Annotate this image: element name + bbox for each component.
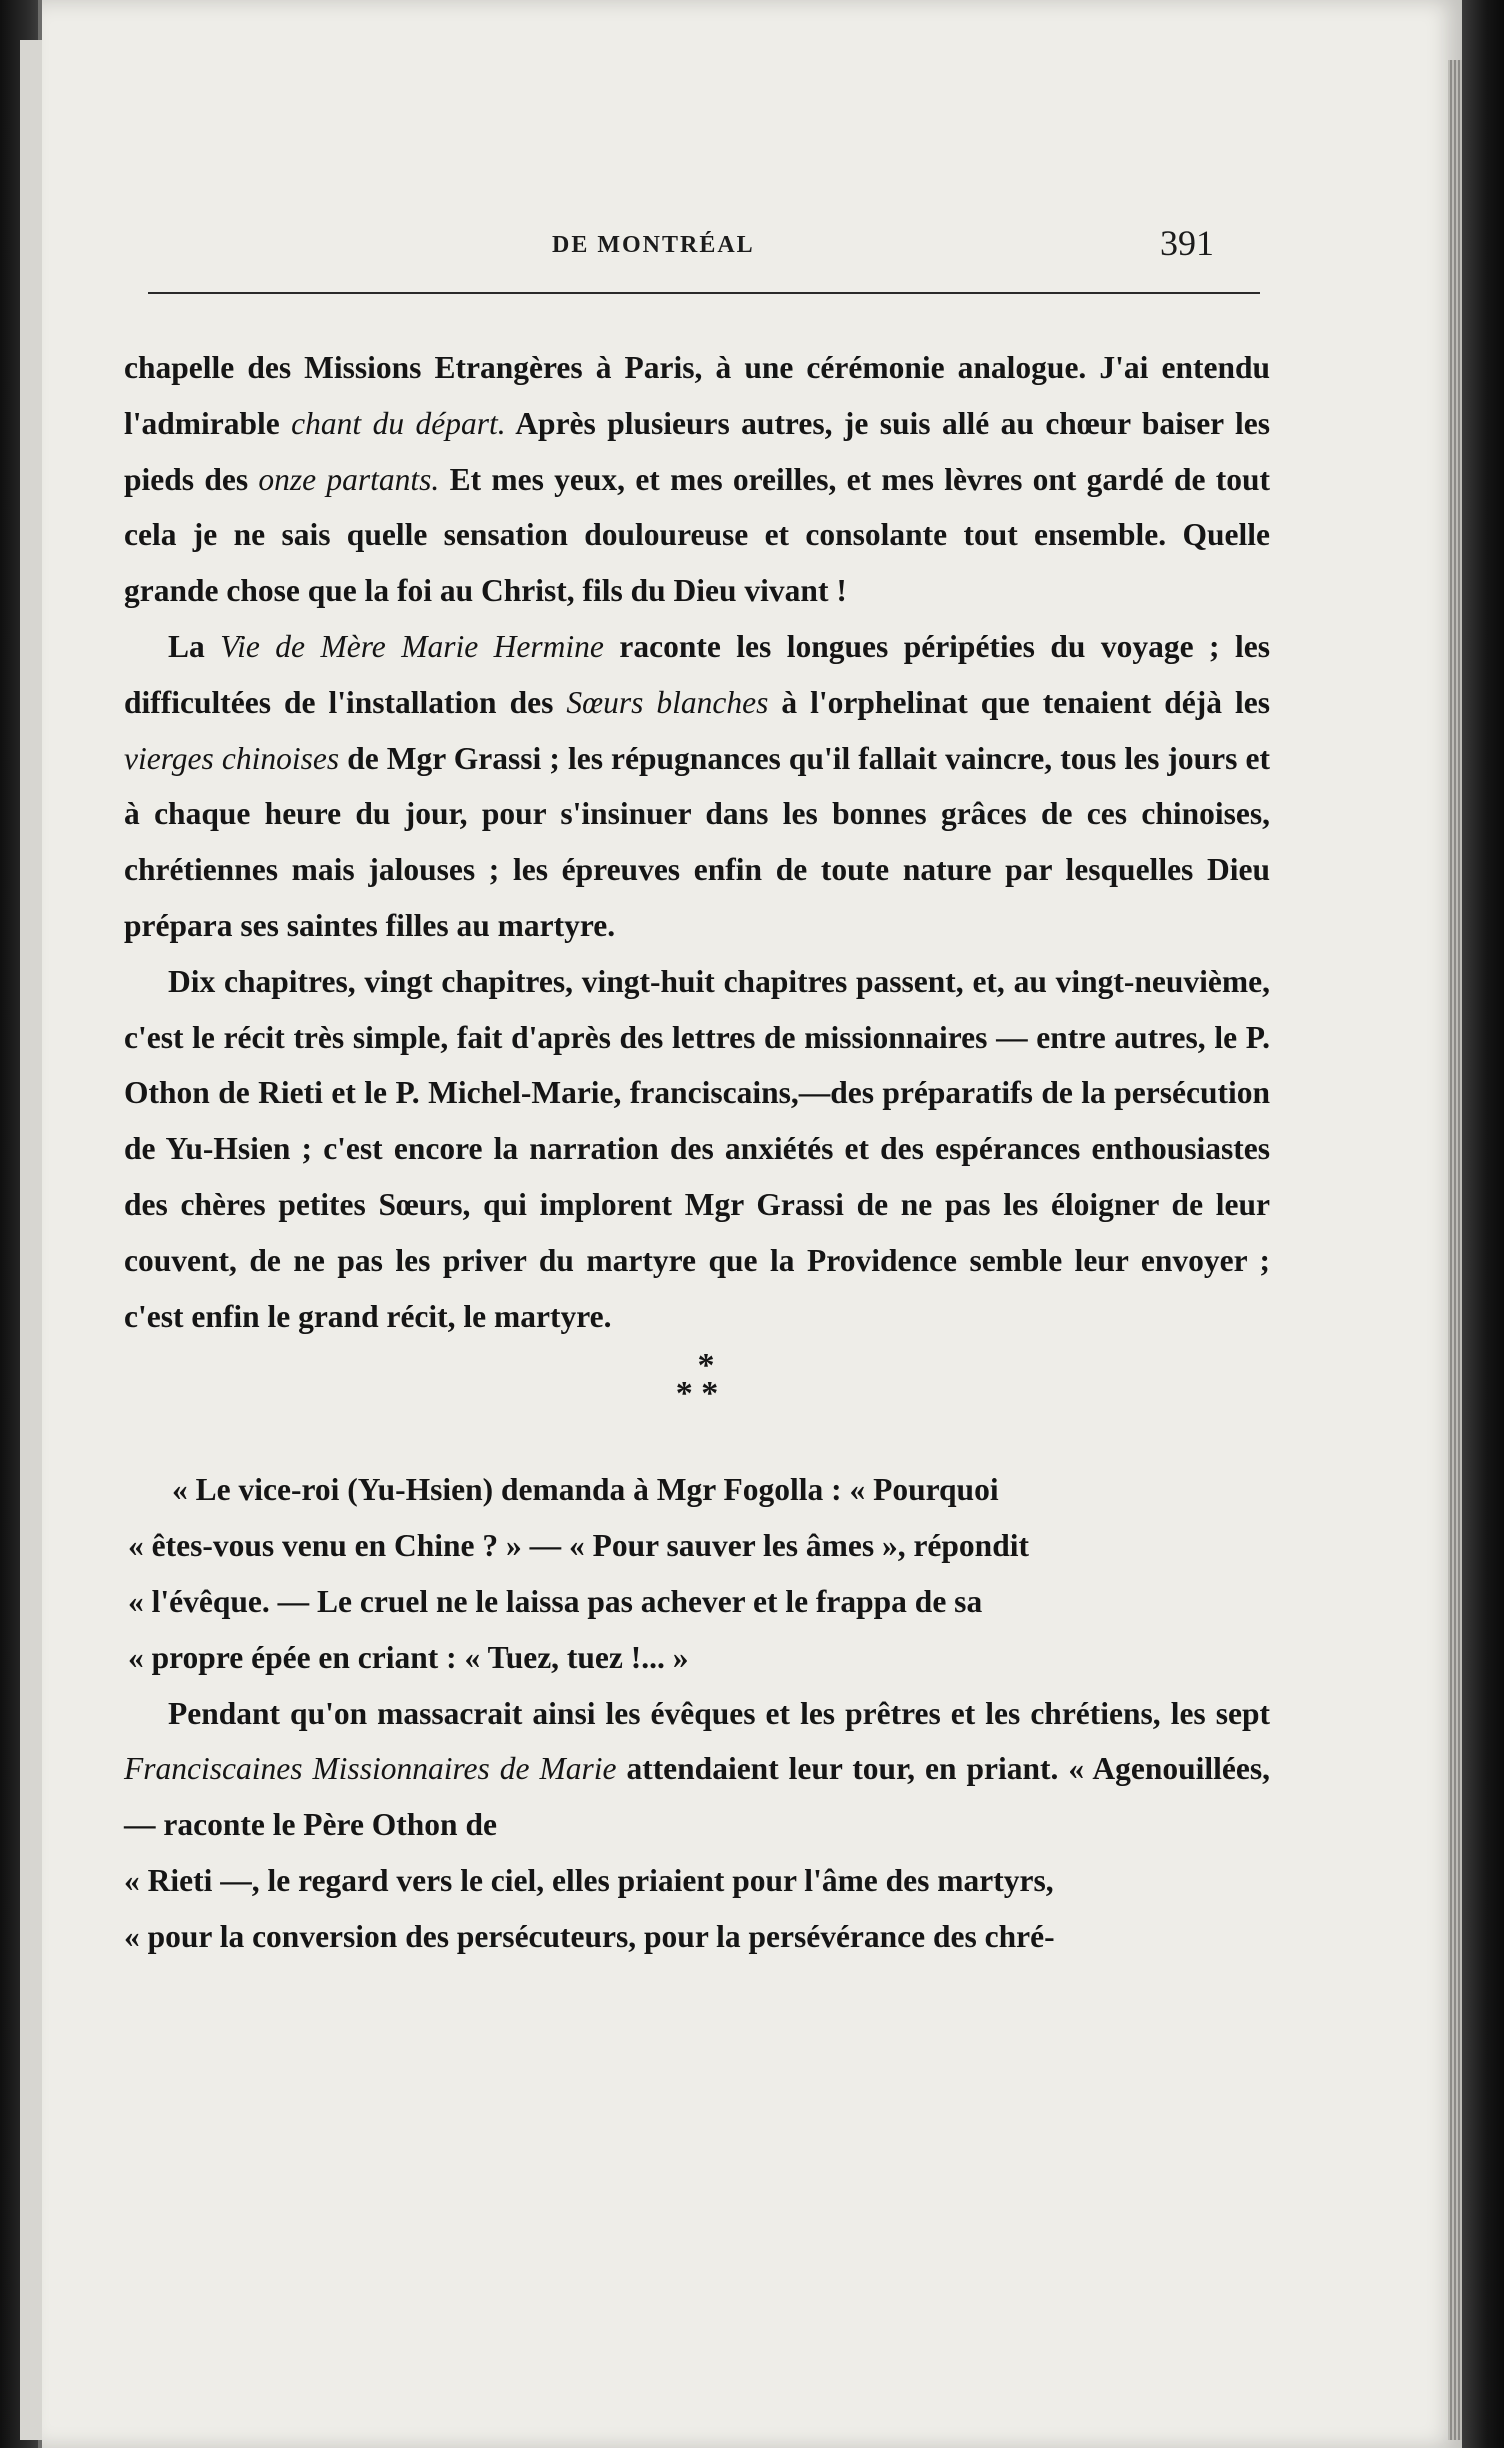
paragraph-3: Dix chapitres, vingt chapitres, vingt-huit chapitres passent, et, au vingt-neuvième, c'est le récit très simple, fait d'après des lettres de missionnaires — entre autres, le P. Othon de Rieti et le P. Michel-Marie, franciscains,—des préparatifs de la persécution de Yu-Hsien ; c'est encore la narration des anxiétés et des espérances enthousiastes des chères petites Sœurs, qui implorent Mgr Grassi de ne pas les éloigner de leur couvent, de ne pas les priver du martyre que la Providence semble leur envoyer ; c'est enfin le grand récit, le martyre. (124, 963, 1270, 1334)
paragraph-2 (124, 619, 1270, 954)
quote-block (124, 1462, 1270, 1685)
paragraph-1-italic-b: onze partants. (258, 461, 440, 497)
quote-line: « propre épée en criant : « Tuez, tuez !... » (128, 1639, 689, 1675)
quote-line: « l'évêque. — Le cruel ne le laissa pas achever et le frappa de sa (128, 1583, 983, 1619)
book-page (42, 0, 1462, 2448)
paragraph-4-quote-line: « pour la conversion des persécuteurs, pour la persévérance des chré- (124, 1918, 1055, 1954)
paragraph-1-text-a: chapelle des Missions Etrangères à Paris, à une cérémonie analogue. J'ai entendu l'admirable (124, 350, 1270, 441)
quote-line: « Le vice-roi (Yu-Hsien) demanda à Mgr Fogolla : « Pourquoi (172, 1472, 999, 1508)
paragraph-2-italic-c: vierges chinoises (124, 740, 340, 776)
asterism-top: * (697, 1347, 715, 1385)
asterism-divider (124, 1344, 1270, 1440)
running-title: DE MONTRÉAL (552, 232, 755, 258)
quote-line: « êtes-vous venu en Chine ? » — « Pour sauver les âmes », répondit (128, 1528, 1029, 1564)
header-rule (148, 292, 1260, 294)
previous-page-edge (20, 40, 42, 2440)
paragraph-4 (124, 1686, 1270, 1853)
paragraph-4-text-b: attendaient leur tour, en priant. « Agenouillées, — raconte le Père Othon de (124, 1751, 1270, 1843)
paragraph-1 (124, 340, 1270, 619)
page-number: 391 (1160, 223, 1214, 263)
book-edge-right (1462, 0, 1504, 2448)
paragraph-2-italic-b: Sœurs blanches (566, 684, 769, 720)
paragraph-1-text-c: Et mes yeux, et mes oreilles, et mes lèvres ont gardé de tout cela je ne sais quelle sensation douloureuse et consolante tout ensemble. Quelle grande chose que la foi au Christ, fils du Dieu vivant ! (124, 461, 1270, 609)
paragraph-1-italic-a: chant du départ. (291, 405, 506, 441)
paragraph-2-text-c: à l'orphelinat que tenaient déjà les (768, 684, 1270, 720)
paragraph-2-text-d: de Mgr Grassi ; les répugnances qu'il fallait vaincre, tous les jours et à chaque heure du jour, pour s'insinuer dans les bonnes grâces de ces chinoises, chrétiennes mais jalouses ; les épreuves enfin de toute nature par lesquelles Dieu prépara ses saintes filles au martyre. (124, 740, 1270, 943)
paragraph-2-text-b: raconte les longues péripéties du voyage ; les difficultées de l'installation des (124, 628, 1270, 720)
asterism-bottom: * * (675, 1375, 719, 1413)
paragraph-4-quote-line: « Rieti —, le regard vers le ciel, elles priaient pour l'âme des martyrs, (124, 1862, 1054, 1898)
running-head (42, 222, 1462, 262)
paragraph-4-text-a: Pendant qu'on massacrait ainsi les évêques et les prêtres et les chrétiens, les sept (168, 1695, 1270, 1731)
paragraph-1-text-b: Après plusieurs autres, je suis allé au chœur baiser les pieds des (124, 405, 1270, 497)
paragraph-2-text-a: La (168, 628, 221, 664)
paragraph-2-italic-a: Vie de Mère Marie Hermine (220, 628, 604, 664)
paragraph-4-italic-a: Franciscaines Missionnaires de Marie (124, 1751, 617, 1787)
body-text (124, 340, 1270, 1965)
page-stack-edge (1448, 60, 1462, 2440)
